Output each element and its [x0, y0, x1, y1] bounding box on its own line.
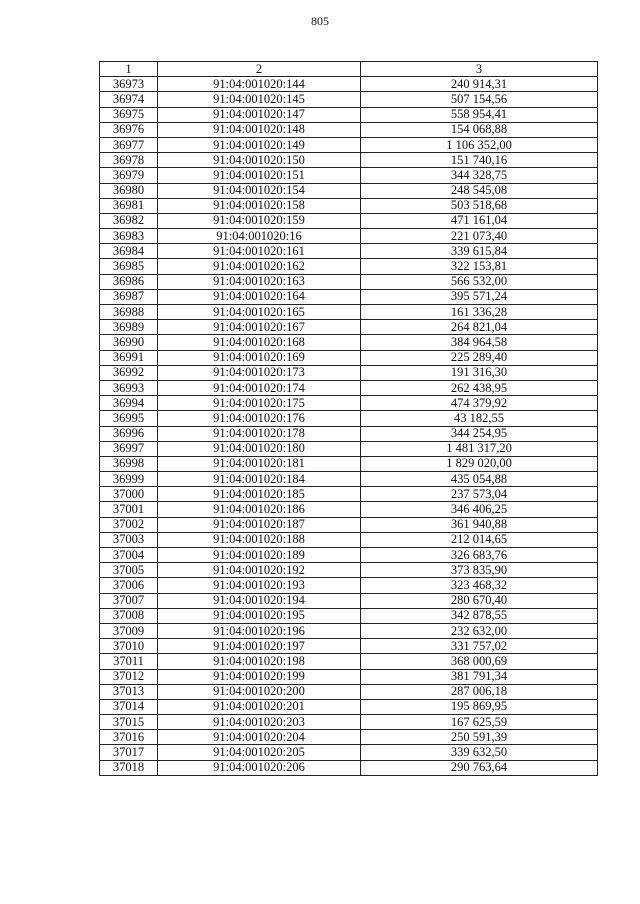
data-table: [99, 61, 598, 776]
cell-value: 322 153,81: [361, 259, 598, 274]
cell-number: 36980: [100, 183, 158, 198]
cell-cadastral-id: 91:04:001020:174: [158, 380, 361, 395]
table-row: [100, 715, 598, 730]
cell-value: 280 670,40: [361, 593, 598, 608]
cell-value: 331 757,02: [361, 639, 598, 654]
cell-value: 346 406,25: [361, 502, 598, 517]
cell-cadastral-id: 91:04:001020:184: [158, 472, 361, 487]
table-row: [100, 153, 598, 168]
cell-value: 248 545,08: [361, 183, 598, 198]
cell-number: 36974: [100, 92, 158, 107]
cell-value: 361 940,88: [361, 517, 598, 532]
cell-value: 1 829 020,00: [361, 456, 598, 471]
table-row: [100, 684, 598, 699]
cell-cadastral-id: 91:04:001020:196: [158, 623, 361, 638]
cell-value: 344 328,75: [361, 168, 598, 183]
cell-cadastral-id: 91:04:001020:175: [158, 396, 361, 411]
cell-number: 37007: [100, 593, 158, 608]
table-row: [100, 229, 598, 244]
table-row: [100, 92, 598, 107]
table-row: [100, 137, 598, 152]
cell-number: 36993: [100, 380, 158, 395]
cell-number: 36998: [100, 456, 158, 471]
cell-number: 36989: [100, 320, 158, 335]
cell-cadastral-id: 91:04:001020:188: [158, 532, 361, 547]
cell-cadastral-id: 91:04:001020:161: [158, 244, 361, 259]
cell-cadastral-id: 91:04:001020:189: [158, 548, 361, 563]
cell-value: 154 068,88: [361, 122, 598, 137]
cell-value: 344 254,95: [361, 426, 598, 441]
table-row: [100, 654, 598, 669]
table-row: [100, 380, 598, 395]
cell-cadastral-id: 91:04:001020:199: [158, 669, 361, 684]
table-row: [100, 77, 598, 92]
cell-number: 36988: [100, 305, 158, 320]
cell-value: 240 914,31: [361, 77, 598, 92]
table-row: [100, 289, 598, 304]
cell-number: 37011: [100, 654, 158, 669]
cell-value: 395 571,24: [361, 289, 598, 304]
table-row: [100, 517, 598, 532]
cell-cadastral-id: 91:04:001020:159: [158, 213, 361, 228]
cell-value: 384 964,58: [361, 335, 598, 350]
cell-number: 37009: [100, 623, 158, 638]
cell-number: 37018: [100, 760, 158, 775]
cell-number: 36994: [100, 396, 158, 411]
cell-cadastral-id: 91:04:001020:164: [158, 289, 361, 304]
header-col-1: 1: [100, 62, 158, 77]
cell-number: 36983: [100, 229, 158, 244]
table-row: [100, 623, 598, 638]
cell-number: 37000: [100, 487, 158, 502]
cell-number: 37002: [100, 517, 158, 532]
cell-cadastral-id: 91:04:001020:169: [158, 350, 361, 365]
table-row: [100, 730, 598, 745]
header-col-2: 2: [158, 62, 361, 77]
cell-value: 212 014,65: [361, 532, 598, 547]
cell-cadastral-id: 91:04:001020:163: [158, 274, 361, 289]
cell-value: 373 835,90: [361, 563, 598, 578]
cell-number: 36996: [100, 426, 158, 441]
cell-cadastral-id: 91:04:001020:150: [158, 153, 361, 168]
cell-value: 435 054,88: [361, 472, 598, 487]
cell-cadastral-id: 91:04:001020:162: [158, 259, 361, 274]
table-row: [100, 578, 598, 593]
table-row: [100, 593, 598, 608]
table-body: [100, 77, 598, 776]
cell-value: 503 518,68: [361, 198, 598, 213]
cell-number: 37016: [100, 730, 158, 745]
cell-value: 225 289,40: [361, 350, 598, 365]
cell-number: 37012: [100, 669, 158, 684]
cell-cadastral-id: 91:04:001020:176: [158, 411, 361, 426]
table-row: [100, 305, 598, 320]
cell-value: 1 481 317,20: [361, 441, 598, 456]
cell-number: 36977: [100, 137, 158, 152]
table-row: [100, 502, 598, 517]
cell-cadastral-id: 91:04:001020:200: [158, 684, 361, 699]
cell-cadastral-id: 91:04:001020:192: [158, 563, 361, 578]
cell-cadastral-id: 91:04:001020:149: [158, 137, 361, 152]
cell-value: 566 532,00: [361, 274, 598, 289]
cell-cadastral-id: 91:04:001020:195: [158, 608, 361, 623]
table-row: [100, 745, 598, 760]
table-row: [100, 563, 598, 578]
cell-number: 37005: [100, 563, 158, 578]
table-row: [100, 335, 598, 350]
cell-number: 36987: [100, 289, 158, 304]
cell-value: 287 006,18: [361, 684, 598, 699]
cell-number: 37010: [100, 639, 158, 654]
cell-cadastral-id: 91:04:001020:185: [158, 487, 361, 502]
table-row: [100, 198, 598, 213]
cell-cadastral-id: 91:04:001020:158: [158, 198, 361, 213]
cell-value: 474 379,92: [361, 396, 598, 411]
cell-number: 36995: [100, 411, 158, 426]
table-row: [100, 472, 598, 487]
table-row: [100, 487, 598, 502]
cell-value: 43 182,55: [361, 411, 598, 426]
cell-value: 191 316,30: [361, 365, 598, 380]
cell-value: 507 154,56: [361, 92, 598, 107]
cell-value: 262 438,95: [361, 380, 598, 395]
cell-value: 323 468,32: [361, 578, 598, 593]
table-row: [100, 669, 598, 684]
cell-number: 36990: [100, 335, 158, 350]
table-row: [100, 396, 598, 411]
cell-value: 1 106 352,00: [361, 137, 598, 152]
table-row: [100, 350, 598, 365]
cell-number: 36997: [100, 441, 158, 456]
cell-number: 37004: [100, 548, 158, 563]
table-row: [100, 639, 598, 654]
table-row: [100, 365, 598, 380]
cell-value: 221 073,40: [361, 229, 598, 244]
table-row: [100, 426, 598, 441]
table-row: [100, 107, 598, 122]
table-row: [100, 259, 598, 274]
header-row: [100, 62, 598, 77]
cell-cadastral-id: 91:04:001020:198: [158, 654, 361, 669]
cell-value: 237 573,04: [361, 487, 598, 502]
cell-value: 339 632,50: [361, 745, 598, 760]
cell-cadastral-id: 91:04:001020:193: [158, 578, 361, 593]
cell-cadastral-id: 91:04:001020:167: [158, 320, 361, 335]
table-row: [100, 456, 598, 471]
cell-cadastral-id: 91:04:001020:186: [158, 502, 361, 517]
cell-cadastral-id: 91:04:001020:180: [158, 441, 361, 456]
cell-value: 161 336,28: [361, 305, 598, 320]
cell-number: 36985: [100, 259, 158, 274]
cell-cadastral-id: 91:04:001020:201: [158, 699, 361, 714]
cell-cadastral-id: 91:04:001020:206: [158, 760, 361, 775]
table-row: [100, 168, 598, 183]
cell-cadastral-id: 91:04:001020:144: [158, 77, 361, 92]
cell-cadastral-id: 91:04:001020:173: [158, 365, 361, 380]
table-row: [100, 699, 598, 714]
cell-value: 167 625,59: [361, 715, 598, 730]
table-row: [100, 244, 598, 259]
cell-number: 36991: [100, 350, 158, 365]
cell-value: 264 821,04: [361, 320, 598, 335]
cell-cadastral-id: 91:04:001020:204: [158, 730, 361, 745]
cell-cadastral-id: 91:04:001020:178: [158, 426, 361, 441]
table-row: [100, 213, 598, 228]
cell-cadastral-id: 91:04:001020:205: [158, 745, 361, 760]
cell-number: 36975: [100, 107, 158, 122]
header-col-3: 3: [361, 62, 598, 77]
cell-number: 36999: [100, 472, 158, 487]
cell-number: 37008: [100, 608, 158, 623]
cell-value: 195 869,95: [361, 699, 598, 714]
table-row: [100, 532, 598, 547]
cell-cadastral-id: 91:04:001020:151: [158, 168, 361, 183]
cell-value: 326 683,76: [361, 548, 598, 563]
cell-number: 37013: [100, 684, 158, 699]
cell-number: 36981: [100, 198, 158, 213]
cell-number: 36979: [100, 168, 158, 183]
cell-cadastral-id: 91:04:001020:154: [158, 183, 361, 198]
cell-cadastral-id: 91:04:001020:181: [158, 456, 361, 471]
cell-value: 232 632,00: [361, 623, 598, 638]
page-number: 805: [311, 14, 329, 28]
cell-value: 471 161,04: [361, 213, 598, 228]
cell-cadastral-id: 91:04:001020:187: [158, 517, 361, 532]
cell-cadastral-id: 91:04:001020:16: [158, 229, 361, 244]
cell-cadastral-id: 91:04:001020:147: [158, 107, 361, 122]
cell-number: 37017: [100, 745, 158, 760]
table-row: [100, 320, 598, 335]
cell-cadastral-id: 91:04:001020:145: [158, 92, 361, 107]
table-row: [100, 608, 598, 623]
cell-value: 339 615,84: [361, 244, 598, 259]
cell-cadastral-id: 91:04:001020:194: [158, 593, 361, 608]
cell-number: 37015: [100, 715, 158, 730]
cell-number: 37001: [100, 502, 158, 517]
cell-cadastral-id: 91:04:001020:148: [158, 122, 361, 137]
cell-value: 368 000,69: [361, 654, 598, 669]
cell-number: 36976: [100, 122, 158, 137]
cell-number: 37006: [100, 578, 158, 593]
table-row: [100, 441, 598, 456]
cell-number: 37014: [100, 699, 158, 714]
cell-number: 36978: [100, 153, 158, 168]
table-row: [100, 548, 598, 563]
table-row: [100, 122, 598, 137]
cell-value: 151 740,16: [361, 153, 598, 168]
cell-number: 37003: [100, 532, 158, 547]
cell-cadastral-id: 91:04:001020:203: [158, 715, 361, 730]
cell-value: 381 791,34: [361, 669, 598, 684]
table-row: [100, 274, 598, 289]
cell-number: 36986: [100, 274, 158, 289]
cell-number: 36992: [100, 365, 158, 380]
cell-number: 36984: [100, 244, 158, 259]
table-row: [100, 183, 598, 198]
cell-number: 36973: [100, 77, 158, 92]
cell-value: 558 954,41: [361, 107, 598, 122]
table-row: [100, 411, 598, 426]
cell-cadastral-id: 91:04:001020:197: [158, 639, 361, 654]
cell-number: 36982: [100, 213, 158, 228]
cell-value: 250 591,39: [361, 730, 598, 745]
cell-value: 342 878,55: [361, 608, 598, 623]
cell-value: 290 763,64: [361, 760, 598, 775]
cell-cadastral-id: 91:04:001020:168: [158, 335, 361, 350]
cell-cadastral-id: 91:04:001020:165: [158, 305, 361, 320]
table-row: [100, 760, 598, 775]
